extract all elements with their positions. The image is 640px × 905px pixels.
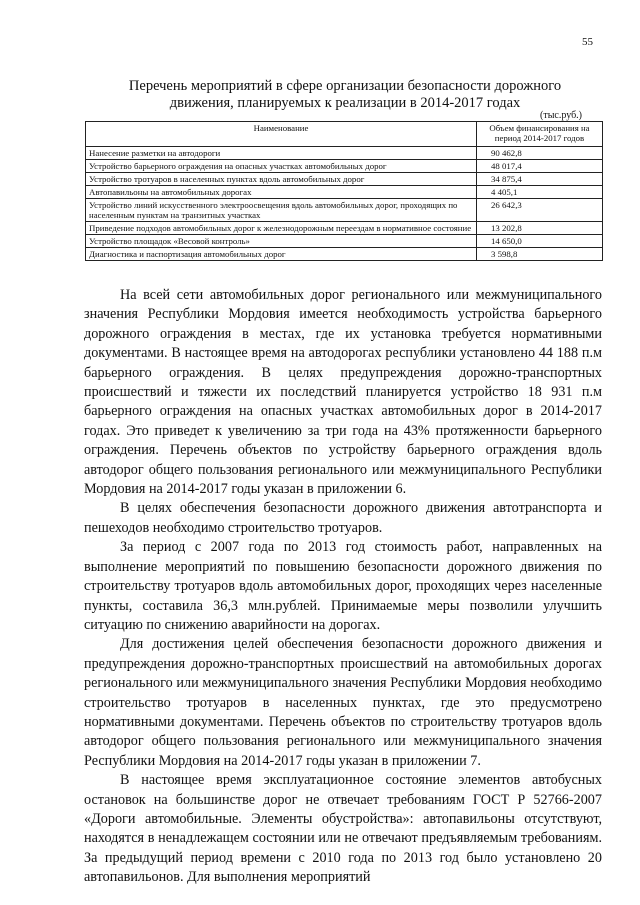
row-value: 13 202,8 bbox=[477, 222, 603, 235]
table-row bbox=[86, 248, 603, 261]
table-row bbox=[86, 235, 603, 248]
table-row bbox=[86, 186, 603, 199]
column-header-value: Объем финансирования на период 2014-2017 годов bbox=[477, 122, 603, 147]
row-name: Диагностика и паспортизация автомобильных дорог bbox=[86, 248, 477, 261]
row-name: Приведение подходов автомобильных дорог к железнодорожным переездам в нормативное состояние bbox=[86, 222, 477, 235]
paragraph: Для достижения целей обеспечения безопасности дорожного движения и предупреждения дорожно-транспортных происшествий на автомобильных дорогах регионального или межмуниципального значения Республики Мордовия необходимо строительство тротуаров в населенных пунктах, где это предусмотрено нормативными документами. Перечень объектов по строительству тротуаров вдоль автодорог общего пользования регионального или межмуниципального значения Республики Мордовия на 2014-2017 годы указан в приложении 7. bbox=[84, 636, 602, 769]
row-value: 34 875,4 bbox=[477, 173, 603, 186]
unit-label: (тыс.руб.) bbox=[540, 110, 583, 121]
body-text bbox=[84, 286, 602, 888]
row-value: 4 405,1 bbox=[477, 186, 603, 199]
row-value: 90 462,8 bbox=[477, 147, 603, 160]
row-name: Устройство тротуаров в населенных пунктах вдоль автомобильных дорог bbox=[86, 173, 477, 186]
paragraph: В целях обеспечения безопасности дорожного движения автотранспорта и пешеходов необходимо строительство тротуаров. bbox=[84, 500, 602, 536]
table-row bbox=[86, 147, 603, 160]
row-value: 14 650,0 bbox=[477, 235, 603, 248]
row-value: 3 598,8 bbox=[477, 248, 603, 261]
paragraph: На всей сети автомобильных дорог регионального или межмуниципального значения Республики Мордовия имеется необходимость устройства барьерного дорожного ограждения в местах, где их установка требуется нормативными документами. В настоящее время на автодорогах республики установлено 44 188 п.м барьерного ограждения. В целях предупреждения дорожно-транспортных происшествий и тяжести их последствий планируется устройство 18 931 п.м барьерного ограждения на опасных участках автомобильных дорог в 2014-2017 годах. Это приведет к увеличению за три года на 43% протяженности барьерного ограждения. Перечень объектов по устройству барьерного ограждения вдоль автодорог общего пользования регионального или межмуниципального Республики Мордовия на 2014-2017 годы указан в приложении 6. bbox=[84, 287, 602, 498]
table-row bbox=[86, 160, 603, 173]
table-row bbox=[86, 199, 603, 222]
row-name: Устройство барьерного ограждения на опасных участках автомобильных дорог bbox=[86, 160, 477, 173]
table-row bbox=[86, 173, 603, 186]
row-name: Устройство линий искусственного электроосвещения вдоль автомобильных дорог, проходящих по населенным пунктам на транзитных участках bbox=[86, 199, 477, 222]
row-value: 26 642,3 bbox=[477, 199, 603, 222]
paragraph: В настоящее время эксплуатационное состояние элементов автобусных остановок на большинстве дорог не отвечает требованиям ГОСТ Р 52766-2007 «Дороги автомобильные. Элементы обустройства»: автопавильоны отсутствуют, находятся в ненадлежащем состоянии или не отвечают предъявляемым требованиям. За предыдущий период времени с 2010 года по 2013 год было установлено 20 автопавильонов. Для выполнения мероприятий bbox=[84, 772, 602, 886]
row-name: Автопавильоны на автомобильных дорогах bbox=[86, 186, 477, 199]
paragraph: За период с 2007 года по 2013 год стоимость работ, направленных на выполнение мероприятий по повышению безопасности дорожного движения по строительству тротуаров вдоль автомобильных дорог, проходящих через населенные пункты, составила 36,3 млн.рублей. Принимаемые меры позволили улучшить ситуацию по снижению аварийности на дорогах. bbox=[84, 539, 602, 633]
financing-table bbox=[85, 121, 603, 261]
column-header-name: Наименование bbox=[86, 122, 477, 147]
row-name: Устройство площадок «Весовой контроль» bbox=[86, 235, 477, 248]
page-title: Перечень мероприятий в сфере организации безопасности дорожного движения, планируемых к реализации в 2014-2017 годах bbox=[128, 78, 562, 111]
table-header-row bbox=[86, 122, 603, 147]
table-row bbox=[86, 222, 603, 235]
row-value: 48 017,4 bbox=[477, 160, 603, 173]
page-number: 55 bbox=[582, 36, 593, 48]
row-name: Нанесение разметки на автодороги bbox=[86, 147, 477, 160]
